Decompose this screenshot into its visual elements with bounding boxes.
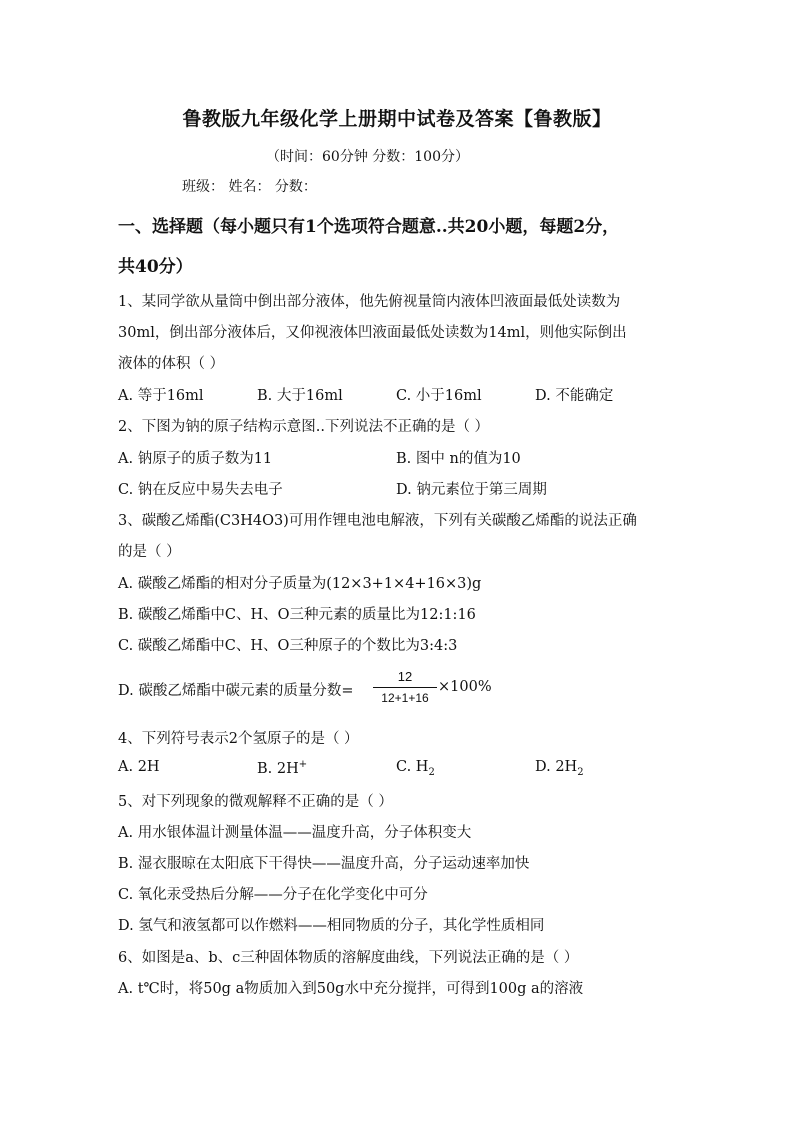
q4-option-d-subscript: 2: [577, 766, 584, 778]
q2-option-c: C. 钠在反应中易失去电子: [118, 482, 283, 498]
q5-stem: 5、对下列现象的微观解释不正确的是（ ）: [118, 794, 393, 810]
q1-option-d: D. 不能确定: [535, 388, 614, 404]
q1-option-b: B. 大于16ml: [257, 388, 343, 404]
q5-option-a: A. 用水银体温计测量体温——温度升高，分子体积变大: [118, 825, 472, 841]
q1-option-a: A. 等于16ml: [118, 388, 204, 404]
q4-option-d-text: D. 2H: [535, 759, 578, 775]
fraction-bar: [373, 687, 437, 688]
q5-option-c: C. 氧化汞受热后分解——分子在化学变化中可分: [118, 887, 428, 903]
q1-option-c: C. 小于16ml: [396, 388, 482, 404]
q2-option-a: A. 钠原子的质子数为11: [118, 451, 273, 467]
q3-option-b: B. 碳酸乙烯酯中C、H、O三种元素的质量比为12:1:16: [118, 607, 476, 623]
q4-option-a: A. 2H: [118, 759, 160, 775]
section-heading-line1: 一、选择题（每小题只有1个选项符合题意..共20小题，每题2分，: [118, 217, 620, 237]
q4-option-b-text: B. 2H: [257, 760, 299, 777]
q6-stem: 6、如图是a、b、c三种固体物质的溶解度曲线，下列说法正确的是（ ）: [118, 950, 579, 966]
q3-stem-line2: 的是（ ）: [118, 544, 181, 560]
q3-option-d-fraction: [373, 668, 437, 707]
q3-stem-line1: 3、碳酸乙烯酯(C3H4O3)可用作锂电池电解液，下列有关碳酸乙烯酯的说法正确: [118, 513, 637, 529]
q4-option-b: [257, 759, 307, 777]
q1-stem-line2: 30ml，倒出部分液体后，又仰视液体凹液面最低处读数为14ml，则他实际倒出: [118, 325, 627, 341]
q5-option-b: B. 湿衣服晾在太阳底下干得快——温度升高，分子运动速率加快: [118, 856, 530, 872]
q6-option-a: A. t℃时，将50g a物质加入到50g水中充分搅拌，可得到100g a的溶液: [118, 981, 584, 997]
q4-option-c: [396, 759, 435, 778]
student-info: 班级： 姓名： 分数：: [182, 179, 317, 195]
q4-option-d: [535, 759, 584, 778]
fraction-numerator: 12: [397, 669, 413, 684]
q5-option-d: D. 氢气和液氢都可以作燃料——相同物质的分子，其化学性质相同: [118, 918, 545, 934]
q2-option-b: B. 图中 n的值为10: [396, 451, 521, 467]
time-info: （时间：60分钟 分数：100分）: [266, 149, 469, 165]
fraction-denominator: 12+1+16: [381, 691, 429, 705]
section-heading-line2: 共40分）: [118, 257, 193, 277]
q3-option-d-prefix: D. 碳酸乙烯酯中碳元素的质量分数=: [118, 683, 354, 699]
q2-option-d: D. 钠元素位于第三周期: [396, 482, 547, 498]
q4-stem: 4、下列符号表示2个氢原子的是（ ）: [118, 731, 359, 747]
q4-option-c-text: C. H: [396, 759, 429, 775]
q3-option-d-suffix: ×100%: [438, 679, 492, 695]
q3-option-c: C. 碳酸乙烯酯中C、H、O三种原子的个数比为3:4:3: [118, 638, 458, 654]
page-title: 鲁教版九年级化学上册期中试卷及答案【鲁教版】: [182, 108, 612, 130]
q3-option-a: A. 碳酸乙烯酯的相对分子质量为(12×3+1×4+16×3)g: [118, 576, 482, 592]
q4-option-c-subscript: 2: [428, 766, 435, 778]
q1-stem-line1: 1、某同学欲从量筒中倒出部分液体，他先俯视量筒内液体凹液面最低处读数为: [118, 294, 621, 310]
q1-stem-line3: 液体的体积（ ）: [118, 356, 225, 372]
q4-option-b-superscript: +: [298, 759, 308, 770]
q2-stem: 2、下图为钠的原子结构示意图..下列说法不正确的是（ ）: [118, 419, 490, 435]
